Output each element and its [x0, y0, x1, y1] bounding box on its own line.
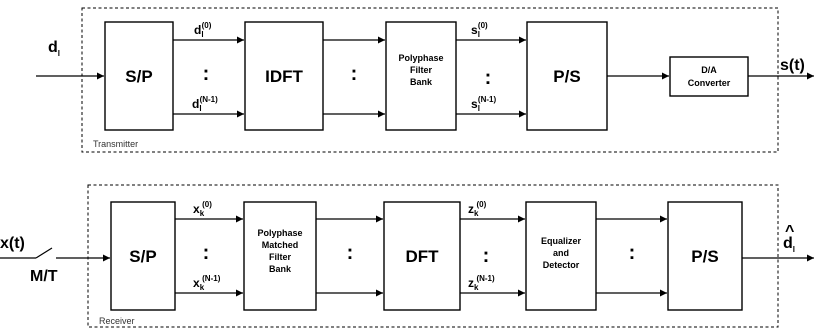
rx-xN-label: $x_k(N-1)$	[193, 274, 221, 292]
rx-ps-label: P/S	[691, 247, 719, 266]
tx-polyphase-block	[386, 22, 456, 130]
rx-sp-label: S/P	[129, 247, 157, 266]
tx-input-label: $d_l$	[48, 39, 61, 58]
receiver-section	[0, 185, 814, 327]
tx-da-block	[670, 57, 748, 96]
rx-polyphase-line3: Filter	[268, 252, 292, 262]
rx-polyphase-line4: Bank	[268, 264, 292, 274]
rx-polyphase-line2: Matched	[261, 240, 299, 250]
tx-polyphase-line3: Bank	[409, 77, 433, 87]
tx-idft-ellipsis: :	[350, 63, 358, 85]
rx-equalizer-line3: Detector	[542, 260, 580, 270]
tx-idft-label: IDFT	[265, 67, 303, 86]
tx-da-line1: D/A	[701, 65, 717, 75]
tx-ps-label: P/S	[553, 67, 581, 86]
rx-zN-label: $z_k(N-1)$	[468, 274, 495, 292]
tx-da-line2: Converter	[687, 78, 731, 88]
receiver-label: Receiver	[99, 316, 135, 326]
rx-switch-blade	[36, 248, 52, 258]
transmitter-section	[36, 8, 814, 152]
tx-sN-label: $s_l(N-1)$	[471, 95, 497, 113]
rx-equalizer-line2: and	[552, 248, 570, 258]
tx-d0-label: $d_l(0)$	[194, 21, 212, 39]
rx-x-ellipsis: :	[202, 242, 210, 264]
tx-d-ellipsis: :	[202, 63, 210, 85]
tx-output-label: s(t)	[780, 57, 805, 74]
rx-output-label: $d_l$	[783, 235, 796, 254]
rx-z-ellipsis: :	[482, 245, 490, 267]
rx-switch-label: M/T	[30, 268, 58, 285]
tx-s-ellipsis: :	[484, 67, 492, 89]
tx-polyphase-line1: Polyphase	[398, 53, 444, 63]
tx-sp-label: S/P	[125, 67, 153, 86]
tx-polyphase-line2: Filter	[409, 65, 433, 75]
rx-input-label: x(t)	[0, 235, 25, 252]
rx-poly-ellipsis: :	[346, 242, 354, 264]
transmitter-label: Transmitter	[93, 139, 139, 149]
rx-output-hat: ^	[785, 223, 795, 240]
rx-polyphase-line1: Polyphase	[257, 228, 303, 238]
tx-dN-label: $d_l(N-1)$	[192, 95, 218, 113]
rx-dft-label: DFT	[405, 247, 439, 266]
rx-eq-ellipsis: :	[628, 242, 636, 264]
rx-z0-label: $z_k(0)$	[468, 200, 487, 218]
rx-x0-label: $x_k(0)$	[193, 200, 212, 218]
rx-equalizer-line1: Equalizer	[540, 236, 582, 246]
tx-s0-label: $s_l(0)$	[471, 21, 488, 39]
